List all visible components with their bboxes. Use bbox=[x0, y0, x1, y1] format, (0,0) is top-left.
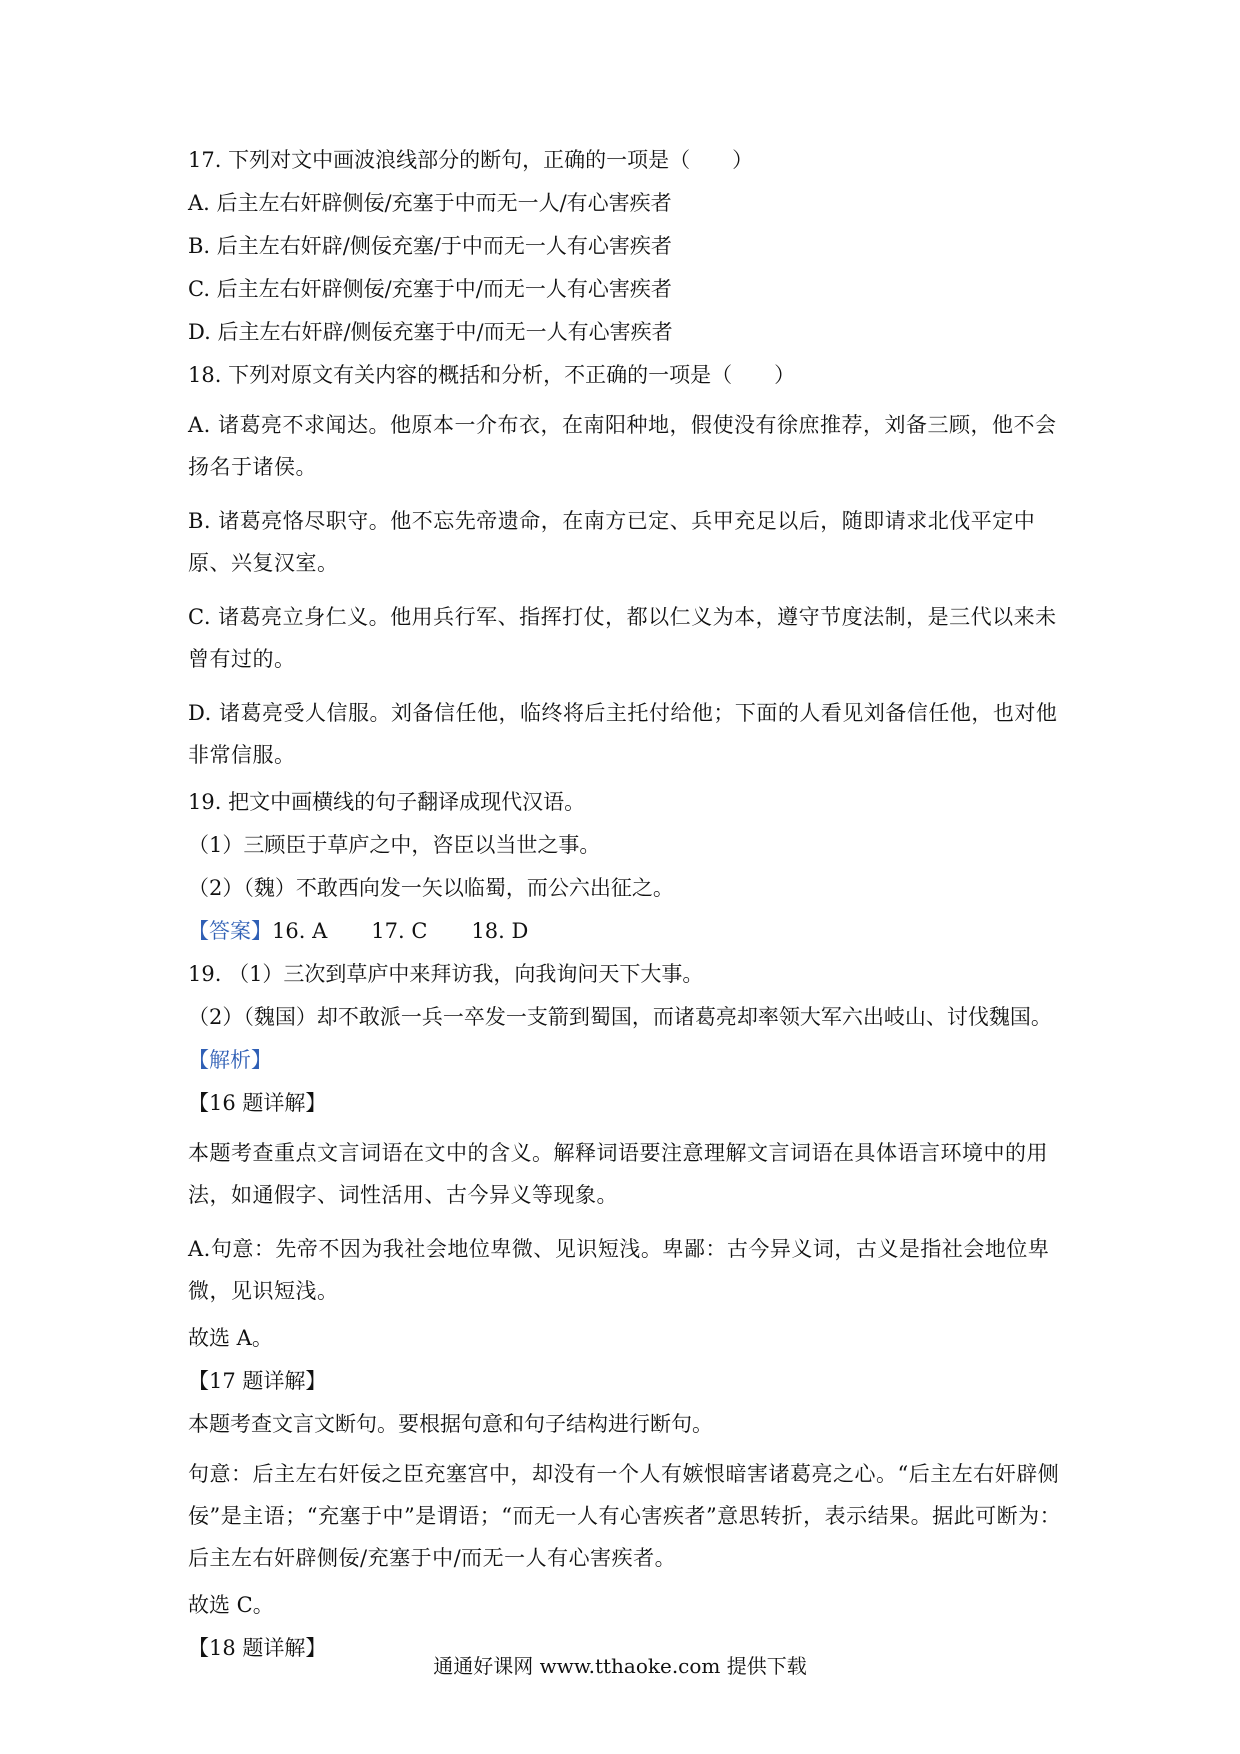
answer-19-2: （2）（魏国）却不敢派一兵一卒发一支箭到蜀国，而诸葛亮却率领大军六出岐山、讨伐魏国。 bbox=[188, 1005, 1052, 1029]
answer-19-1: 19. （1）三次到草庐中来拜访我，向我询问天下大事。 bbox=[188, 962, 704, 986]
detail-17-title: 【17 题详解】 bbox=[188, 1369, 327, 1393]
q18-option-d: D. 诸葛亮受人信服。刘备信任他，临终将后主托付给他；下面的人看见刘备信任他，也对他非常信服。 bbox=[188, 701, 1058, 767]
answer-tag: 【答案】 bbox=[188, 919, 272, 943]
page-footer: 通通好课网 www.tthaoke.com 提供下载 bbox=[433, 1654, 807, 1678]
detail-16-option-a: A.句意：先帝不因为我社会地位卑微、见识短浅。卑鄙：古今异义词，古义是指社会地位卑微，见识短浅。 bbox=[188, 1237, 1050, 1303]
detail-17-meaning: 句意：后主左右奸佞之臣充塞宫中，却没有一个人有嫉恨暗害诸葛亮之心。“后主左右奸辟侧佞”是主语；“充塞于中”是谓语；“而无一人有心害疾者”意思转折，表示结果。据此可断为：后主左右奸辟侧佞/充塞于中/而无一人有心害疾者。 bbox=[188, 1462, 1062, 1570]
q19-item-1: （1）三顾臣于草庐之中，咨臣以当世之事。 bbox=[188, 833, 601, 857]
answer-line bbox=[188, 917, 1068, 946]
q19-stem: 19. 把文中画横线的句子翻译成现代汉语。 bbox=[188, 790, 586, 814]
detail-17-body: 本题考查文言文断句。要根据句意和句子结构进行断句。 bbox=[188, 1412, 713, 1436]
answer-17: 17. C bbox=[371, 919, 428, 943]
q18-option-a: A. 诸葛亮不求闻达。他原本一介布衣，在南阳种地，假使没有徐庶推荐，刘备三顾，他不会扬名于诸侯。 bbox=[188, 413, 1057, 479]
q17-option-d: D. 后主左右奸辟/侧佞充塞于中/而无一人有心害疾者 bbox=[188, 320, 673, 344]
q17-stem: 17. 下列对文中画波浪线部分的断句，正确的一项是（ ） bbox=[188, 148, 754, 172]
q19-item-2: （2）（魏）不敢西向发一矢以临蜀，而公六出征之。 bbox=[188, 876, 674, 900]
answer-16: 16. A bbox=[272, 919, 328, 943]
document-body bbox=[188, 146, 1068, 1677]
detail-17-choose: 故选 C。 bbox=[188, 1593, 274, 1617]
q18-option-c: C. 诸葛亮立身仁义。他用兵行军、指挥打仗，都以仁义为本，遵守节度法制，是三代以来未曾有过的。 bbox=[188, 605, 1057, 671]
detail-16-title: 【16 题详解】 bbox=[188, 1091, 327, 1115]
q17-option-c: C. 后主左右奸辟侧佞/充塞于中/而无一人有心害疾者 bbox=[188, 277, 672, 301]
q18-option-b: B. 诸葛亮恪尽职守。他不忘先帝遗命，在南方已定、兵甲充足以后，随即请求北伐平定中原、兴复汉室。 bbox=[188, 509, 1036, 575]
detail-16-body: 本题考查重点文言词语在文中的含义。解释词语要注意理解文言词语在具体语言环境中的用法，如通假字、词性活用、古今异义等现象。 bbox=[188, 1141, 1048, 1207]
detail-16-choose: 故选 A。 bbox=[188, 1326, 273, 1350]
detail-18-title: 【18 题详解】 bbox=[188, 1636, 327, 1660]
q17-option-b: B. 后主左右奸辟/侧佞充塞/于中而无一人有心害疾者 bbox=[188, 234, 672, 258]
q17-option-a: A. 后主左右奸辟侧佞/充塞于中而无一人/有心害疾者 bbox=[188, 191, 672, 215]
analysis-tag: 【解析】 bbox=[188, 1048, 272, 1072]
q18-stem: 18. 下列对原文有关内容的概括和分析，不正确的一项是（ ） bbox=[188, 363, 796, 387]
answer-18: 18. D bbox=[471, 919, 529, 943]
